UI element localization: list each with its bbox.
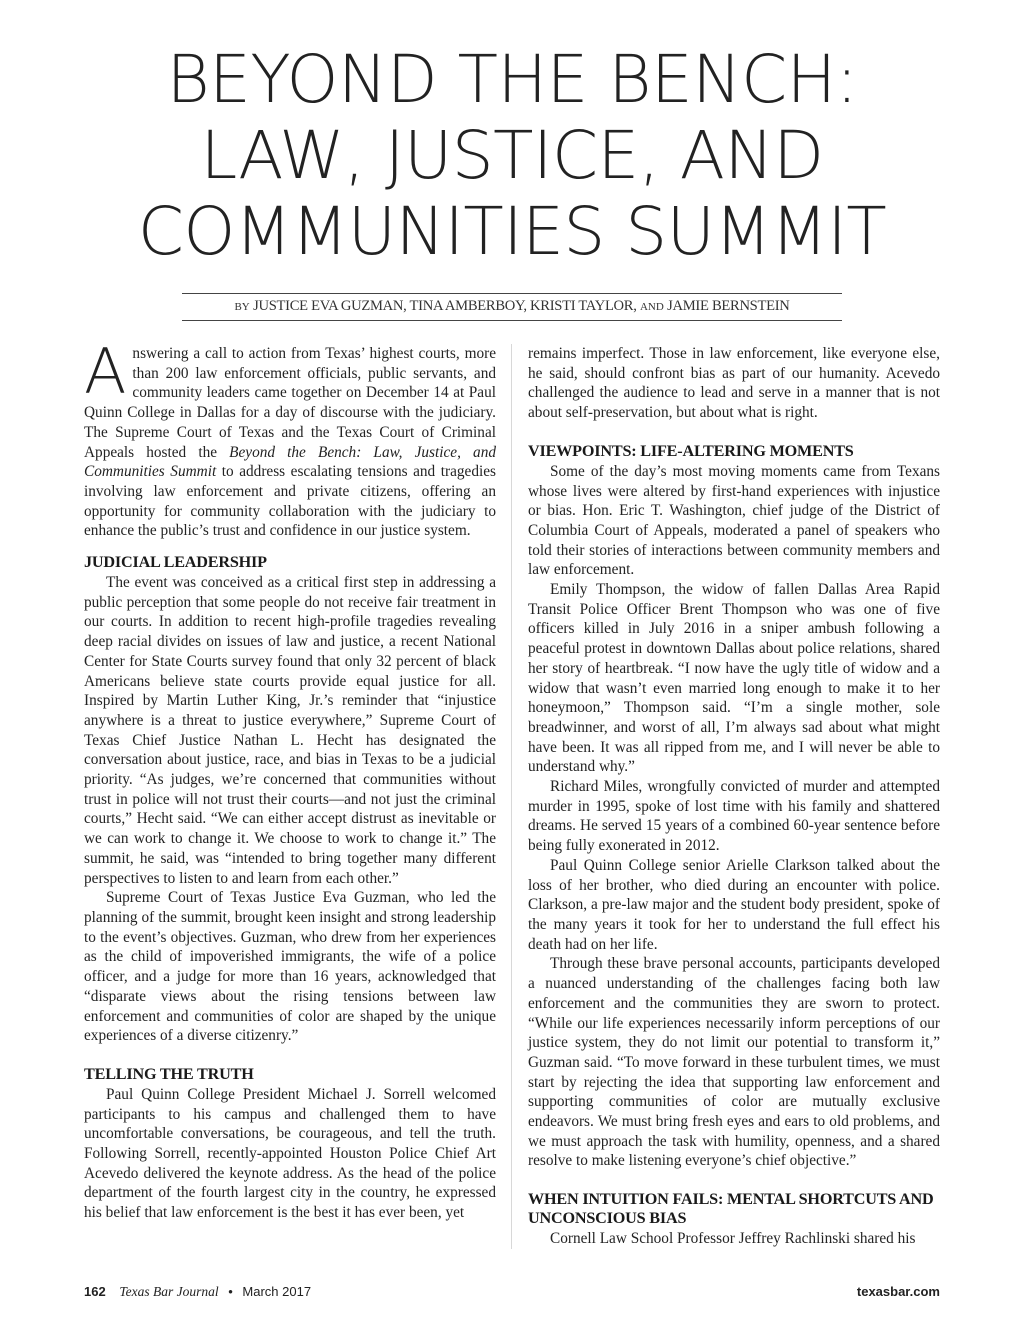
paragraph: Cornell Law School Professor Jeffrey Rachlinski shared his <box>550 1230 916 1248</box>
heading-when-intuition-fails: WHEN INTUITION FAILS: MENTAL SHORTCUTS AND UNCONSCIOUS BIAS <box>528 1190 934 1228</box>
right-column <box>528 344 940 1249</box>
byline-by: BY <box>234 301 250 313</box>
title-line-1: BEYOND THE BENCH: <box>166 41 858 118</box>
article-title <box>60 42 964 270</box>
title-line-2: LAW, JUSTICE, AND <box>200 117 824 194</box>
paragraph: The event was conceived as a critical first step in addressing a public perception that some people do not receive fair treatment in our courts. In addition to recent high-profile tragedies revealing deep racial divides on issues of law and justice, a recent National Center for State Courts survey found that only 32 percent of black Americans believe state courts provide equal justice for all. Inspired by Martin Luther King, Jr.’s reminder that “injustice anywhere is a threat to justice everywhere,” Supreme Court of Texas Chief Justice Nathan L. Hecht has designated the conversation about justice, race, and bias in Texas to be a judicial priority. “As judges, we’re concerned that communities without trust in police will not trust their courts—and not just the criminal courts,” Hecht said. “We can either accept distrust as inevitable or we can work to change it. We choose to work to change it.” The summit, he said, was “intended to bring together many different perspectives to listen to and learn from each other.” <box>84 574 496 887</box>
summit-name: Beyond the Bench: Law, Justice, and Communities Summit <box>84 443 496 481</box>
intro-text-2: to address escalating tensions and tragedies involving law enforcement and private citizens, offering an opportunity for community collaboration with the judiciary to enhance the public’s trust and confidence in our justice system. <box>84 463 496 540</box>
journal-name: Texas Bar Journal <box>119 1284 219 1299</box>
paragraph-continued: remains imperfect. Those in law enforcement, like everyone else, he said, should confront bias as part of our humanity. Acevedo challenged the audience to lead and serve in a manner that is not about self-preservation, but about what is right. <box>528 345 940 422</box>
byline-last-author: JAMIE BERNSTEIN <box>667 298 790 314</box>
byline-and: AND <box>639 301 664 313</box>
paragraph: Paul Quinn College President Michael J. Sorrell welcomed participants to his campus and challenged them to have uncomfortable conversations, be courageous, and tell the truth. Following Sorrell, recently-appointed Houston Police Chief Art Acevedo delivered the keynote address. As the head of the police department of the fourth largest city in the country, he expressed his belief that law enforcement is the best it has ever been, yet <box>84 1085 496 1222</box>
title-line-3: COMMUNITIES SUMMIT <box>137 193 887 270</box>
heading-judicial-leadership: JUDICIAL LEADERSHIP <box>84 553 267 572</box>
heading-viewpoints: VIEWPOINTS: LIFE-ALTERING MOMENTS <box>528 441 854 460</box>
issue-date: March 2017 <box>242 1284 312 1299</box>
paragraph: Through these brave personal accounts, participants developed a nuanced understanding of the challenges facing both law enforcement and the communities they are sworn to protect. “While our life experiences necessarily inform perceptions of our justice system, they do not limit our potential to transform it,” Guzman said. “To move forward in these turbulent times, we must start by rejecting the idea that supporting law enforcement and supporting communities of color are mutually exclusive endeavors. We must bring fresh eyes and ears to old problems, and we must approach the task with humility, openness, and a shared resolve to make listening everyone’s chief objective.” <box>528 955 940 1170</box>
byline <box>182 293 842 321</box>
paragraph: Some of the day’s most moving moments came from Texans whose lives were altered by first-hand experiences with injustice or bias. Hon. Eric T. Washington, chief judge of the District of Columbia Court of Appeals, moderated a panel of speakers who told their stories of interactions between community members and law enforcement. <box>528 462 940 579</box>
intro-paragraph <box>84 335 496 541</box>
footer-left <box>84 1284 311 1300</box>
footer-bullet: • <box>228 1284 233 1299</box>
paragraph: Richard Miles, wrongfully convicted of murder and attempted murder in 1995, spoke of lost time with his family and shattered dreams. He served 15 years of a combined 60-year sentence before being fully exonerated in 2012. <box>528 778 940 855</box>
intro-text-1: nswering a call to action from Texas’ highest courts, more than 200 law enforcement officials, public servants, and community leaders came together on December 14 at Paul Quinn College in Dallas for a day of discourse with the judiciary. The Supreme Court of Texas and the Texas Court of Criminal Appeals hosted the <box>84 345 496 461</box>
byline-authors: JUSTICE EVA GUZMAN, TINA AMBERBOY, KRISTI TAYLOR, <box>253 298 637 314</box>
paragraph: Paul Quinn College senior Arielle Clarkson talked about the loss of her brother, who died during an encounter with police. Clarkson, a pre-law major and the student body president, spoke of the many years it took for her to understand the full effect his death had on her life. <box>528 856 940 953</box>
column-divider <box>511 344 512 1249</box>
paragraph: Supreme Court of Texas Justice Eva Guzman, who led the planning of the summit, brought keen insight and strong leadership to the event’s objectives. Guzman, who drew from her experiences as the child of impoverished immigrants, the wife of a police officer, and a judge for more than 16 years, acknowledged that “disparate views about the rising tensions between law enforcement and communities of color are shaped by the unique experiences of a diverse citizenry.” <box>84 889 496 1045</box>
drop-cap: A <box>84 335 127 408</box>
left-column <box>84 335 496 1223</box>
heading-telling-the-truth: TELLING THE TRUTH <box>84 1064 254 1083</box>
footer-site-link[interactable]: texasbar.com <box>856 1284 940 1299</box>
paragraph: Emily Thompson, the widow of fallen Dallas Area Rapid Transit Police Officer Brent Thompson who was one of five officers killed in July 2016 in a sniper ambush following a peaceful protest in downtown Dallas about police relations, shared her story of heartbreak. “I now have the ugly title of widow and a widow that wasn’t even married long enough to make it to her honeymoon,” Thompson said. “I’m a single mother, sole breadwinner, and worst of all, I’m always sad about what might have been. It was all ripped from me, and I will never be able to understand why.” <box>528 581 940 776</box>
page-number: 162 <box>84 1284 106 1299</box>
